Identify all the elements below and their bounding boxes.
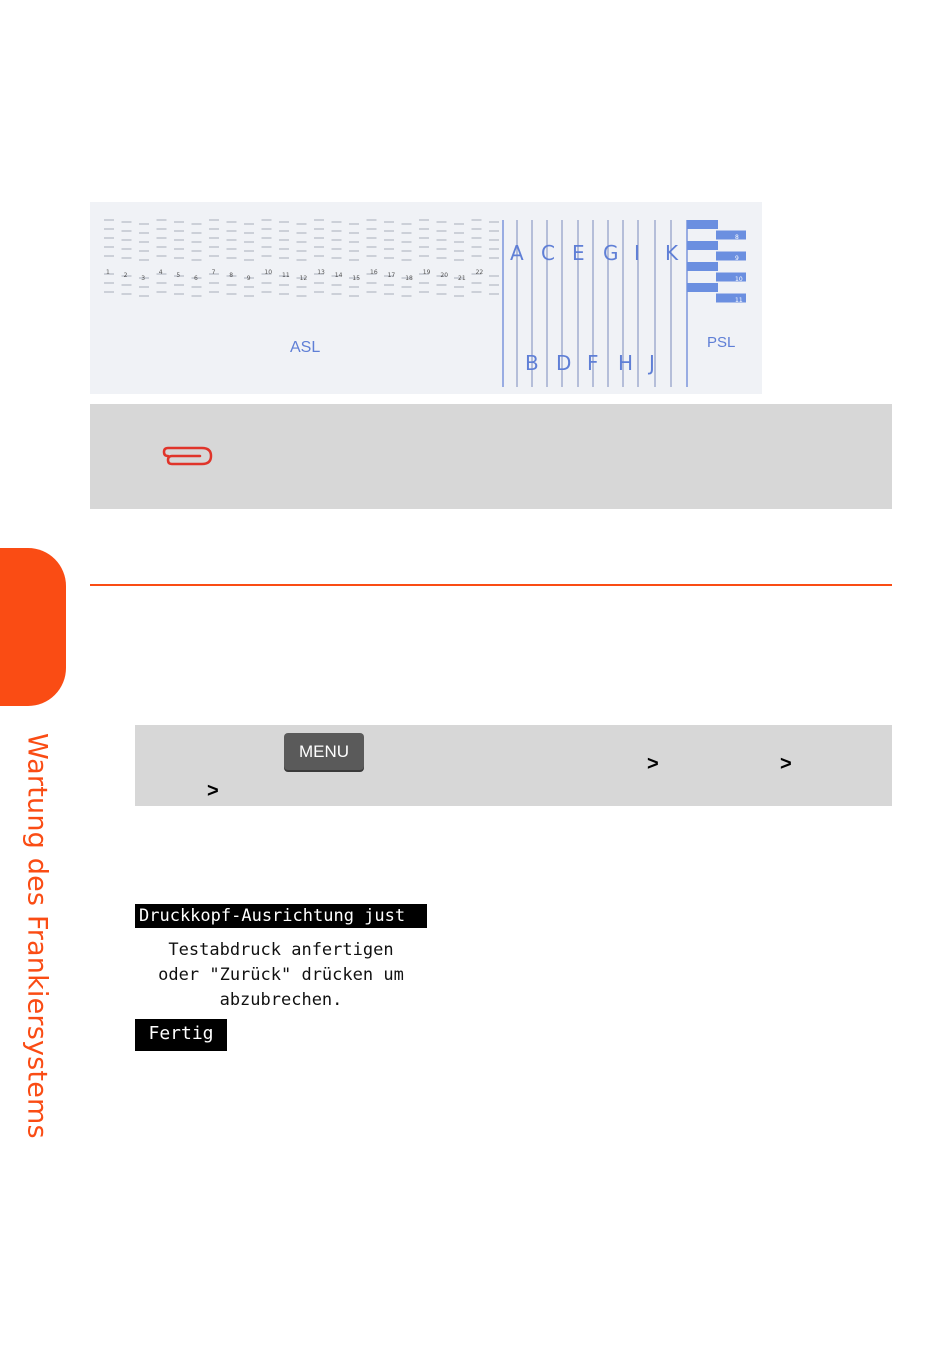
asl-label: ASL	[290, 339, 321, 356]
asl-number: 3	[141, 275, 146, 282]
alignment-letter: E	[572, 241, 585, 265]
chapter-tab	[0, 548, 66, 706]
asl-number: 9	[246, 275, 251, 282]
path-separator: >	[780, 753, 792, 775]
asl-number: 17	[387, 272, 396, 279]
asl-number: 1	[106, 269, 110, 276]
test-print-pattern	[90, 202, 762, 394]
psl-number: 8	[735, 234, 739, 241]
psl-number: 11	[735, 297, 743, 304]
path-separator: >	[207, 780, 219, 802]
asl-number: 2	[123, 272, 128, 279]
screen-title: Druckkopf-Ausrichtung just	[135, 904, 427, 928]
alignment-letter: C	[541, 241, 555, 265]
asl-number: 18	[405, 275, 413, 282]
psl-block	[687, 241, 718, 250]
fertig-button[interactable]: Fertig	[135, 1019, 227, 1051]
asl-number: 16	[370, 269, 378, 276]
asl-number: 4	[158, 269, 163, 276]
section-divider	[90, 584, 892, 586]
psl-number: 9	[735, 255, 739, 262]
asl-number: 11	[282, 272, 290, 279]
asl-number: 20	[440, 272, 449, 279]
alignment-letter: F	[587, 351, 599, 375]
asl-number: 22	[475, 269, 484, 276]
asl-number: 19	[422, 269, 431, 276]
asl-number: 12	[299, 275, 308, 282]
alignment-letter: G	[603, 241, 619, 265]
alignment-letter: B	[525, 351, 539, 375]
screen-message	[135, 938, 427, 1013]
note-box	[90, 404, 892, 509]
paperclip-icon	[162, 444, 214, 472]
alignment-letter: K	[665, 241, 679, 265]
psl-block	[716, 231, 746, 240]
navigation-path	[135, 725, 892, 806]
path-separator: >	[647, 753, 659, 775]
psl-block	[687, 262, 718, 271]
chapter-title: Wartung des Frankiersystems	[21, 733, 53, 1139]
asl-number: 14	[334, 272, 343, 279]
asl-number: 10	[264, 269, 273, 276]
alignment-letter: I	[634, 241, 640, 265]
asl-number: 7	[211, 269, 216, 276]
screen-message-line: Testabdruck anfertigen	[168, 940, 394, 960]
test-print-image	[90, 202, 762, 394]
menu-key-button: MENU	[284, 733, 364, 770]
alignment-letter: A	[510, 241, 524, 265]
screen-message-line: abzubrechen.	[219, 990, 343, 1010]
asl-number: 13	[317, 269, 325, 276]
asl-number: 6	[194, 275, 198, 282]
asl-number: 5	[176, 272, 181, 279]
psl-block	[687, 220, 718, 229]
screen-message-line: oder "Zurück" drücken um	[158, 965, 404, 985]
alignment-letter: D	[556, 351, 572, 375]
psl-number: 10	[735, 276, 743, 283]
asl-number: 8	[229, 272, 234, 279]
asl-number: 15	[352, 275, 361, 282]
alignment-letter: H	[618, 351, 634, 375]
asl-number: 21	[458, 275, 466, 282]
psl-label: PSL	[707, 334, 736, 351]
psl-block	[687, 283, 718, 292]
psl-block	[716, 252, 746, 261]
alignment-letter: J	[649, 351, 655, 375]
